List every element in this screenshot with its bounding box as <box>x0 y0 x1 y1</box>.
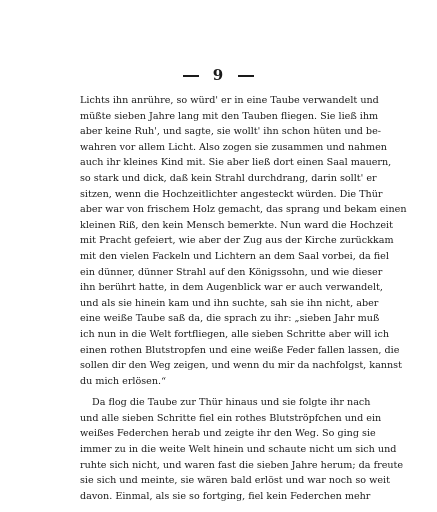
text-line: kleinen Riß, den kein Mensch bemerkte. Nun ward die Hochzeit <box>80 219 393 231</box>
right-dash <box>238 75 254 77</box>
text-line: du mich erlösen.“ <box>80 375 166 387</box>
paragraph-2 <box>80 395 404 504</box>
text-line: so stark und dick, daß kein Strahl durchdrang, darin sollt' er <box>80 172 377 184</box>
text-line: Da flog die Taube zur Thür hinaus und sie folgte ihr nach <box>92 397 371 409</box>
paragraph-1 <box>80 93 407 389</box>
text-line: ruhte sich nicht, und waren fast die sieben Jahre herum; da freute <box>80 459 404 471</box>
page-number: 9 <box>212 66 225 84</box>
text-line: ich nun in die Welt fortfliegen, alle sieben Schritte aber will ich <box>80 328 390 340</box>
text-line: und als sie hinein kam und ihn suchte, sah sie ihn nicht, aber <box>80 297 379 309</box>
text-line: weißes Federchen herab und zeigte ihr den Weg. So ging sie <box>80 428 376 440</box>
text-line: ein dünner, dünner Strahl auf den Königssohn, und wie dieser <box>80 266 383 278</box>
text-line: mit den vielen Fackeln und Lichtern an dem Saal vorbei, da fiel <box>80 250 389 262</box>
text-line: mit Pracht gefeiert, wie aber der Zug aus der Kirche zurückkam <box>80 235 394 247</box>
text-line: immer zu in die weite Welt hinein und schaute nicht um sich und <box>80 444 397 456</box>
text-line: eine weiße Taube saß da, die sprach zu ihr: „sieben Jahr muß <box>80 313 380 325</box>
text-line: davon. Einmal, als sie so fortging, fiel kein Federchen mehr <box>80 490 371 502</box>
body-text <box>80 93 407 504</box>
text-line: ihn berührt hatte, in dem Augenblick war er auch verwandelt, <box>80 282 383 294</box>
page-header <box>0 66 437 86</box>
text-line: und alle sieben Schritte fiel ein rothes Blutströpfchen und ein <box>80 412 382 424</box>
text-line: sitzen, wenn die Hochzeitlichter angesteckt würden. Die Thür <box>80 188 383 200</box>
left-dash <box>183 75 199 77</box>
text-line: auch ihr kleines Kind mit. Sie aber ließ dort einen Saal mauern, <box>80 157 392 169</box>
text-line: einen rothen Blutstropfen und eine weiße Feder fallen lassen, die <box>80 344 400 356</box>
text-line: sie sich und meinte, sie wären bald erlöst und war noch so weit <box>80 475 390 487</box>
text-line: Lichts ihn anrühre, so würd' er in eine Taube verwandelt und <box>80 95 379 106</box>
text-line: wahren vor allem Licht. Also zogen sie zusammen und nahmen <box>80 141 387 153</box>
text-line: aber keine Ruh', und sagte, sie wollt' ihn schon hüten und be- <box>80 126 381 138</box>
text-line: müßte sieben Jahre lang mit den Tauben fliegen. Sie ließ ihm <box>80 110 379 122</box>
text-line: sollen dir den Weg zeigen, und wenn du mir da nachfolgst, kannst <box>80 360 402 372</box>
text-line: aber war von frischem Holz gemacht, das sprang und bekam einen <box>80 204 407 216</box>
